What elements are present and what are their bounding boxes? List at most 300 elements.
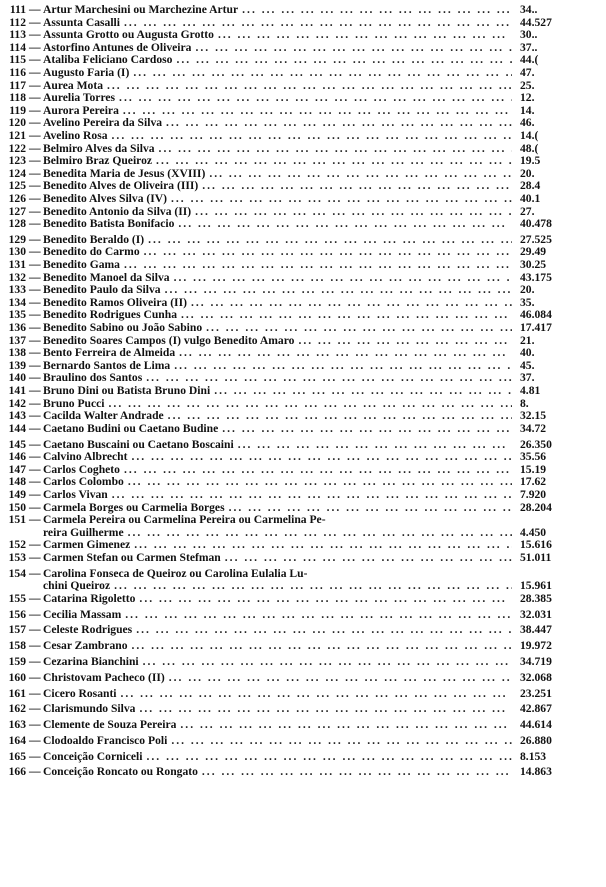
entry-number: 159 bbox=[8, 655, 26, 668]
entry-number: 117 bbox=[9, 78, 26, 92]
entry-dash: — bbox=[29, 333, 41, 347]
leader-dots bbox=[140, 246, 512, 259]
entry-value: 34.72 bbox=[520, 421, 547, 435]
leader-dots bbox=[119, 105, 512, 118]
entry-dash: — bbox=[29, 639, 41, 653]
entry-number: 114 bbox=[9, 40, 26, 54]
entry-value: 44.( bbox=[520, 53, 539, 67]
entry-number: 148 bbox=[8, 475, 26, 489]
list-item-continuation bbox=[0, 580, 606, 593]
leader-dots bbox=[115, 92, 512, 105]
entry-name-continuation: reira Guilherme bbox=[43, 526, 124, 539]
leader-dots bbox=[175, 347, 512, 360]
list-item bbox=[0, 180, 606, 193]
entry-name: Clemente de Souza Pereira bbox=[43, 719, 177, 732]
entry-number: 141 bbox=[8, 384, 26, 397]
entry-dash: — bbox=[29, 409, 41, 423]
list-item bbox=[0, 272, 606, 285]
list-item bbox=[0, 143, 606, 156]
entry-number: 153 bbox=[8, 550, 26, 564]
entry-name: Bruno Pucci bbox=[43, 397, 105, 410]
entry-name: Cesar Zambrano bbox=[43, 640, 128, 653]
entry-dash: — bbox=[29, 141, 41, 155]
entry-value: 28.385 bbox=[520, 591, 552, 605]
entry-dash: — bbox=[29, 702, 41, 716]
entry-value: 17.62 bbox=[520, 475, 547, 489]
entry-number: 128 bbox=[8, 217, 26, 231]
entry-value: 32.068 bbox=[520, 670, 552, 684]
list-item bbox=[0, 168, 606, 181]
leader-dots bbox=[120, 464, 512, 477]
entry-value: 43.175 bbox=[520, 270, 552, 284]
entry-name: Avelino Pereira da Silva bbox=[43, 117, 163, 130]
leader-dots bbox=[108, 130, 512, 143]
leader-dots bbox=[124, 476, 512, 489]
entry-value: 35. bbox=[520, 295, 535, 309]
leader-dots bbox=[110, 580, 512, 593]
list-item bbox=[0, 451, 606, 464]
leader-dots bbox=[161, 284, 512, 297]
entry-number: 145 bbox=[8, 437, 26, 451]
list-item-continuation bbox=[0, 527, 606, 540]
entry-dash: — bbox=[29, 500, 41, 514]
entry-number: 147 bbox=[8, 462, 26, 476]
entry-dash: — bbox=[29, 421, 41, 435]
entry-dash: — bbox=[29, 749, 41, 763]
entry-dash: — bbox=[29, 232, 41, 246]
entry-value: 35.56 bbox=[520, 450, 547, 464]
leader-dots bbox=[202, 322, 512, 335]
entry-number: 146 bbox=[8, 450, 26, 464]
leader-dots bbox=[198, 766, 512, 779]
entry-number: 161 bbox=[8, 686, 26, 700]
list-item bbox=[0, 29, 606, 42]
list-item bbox=[0, 67, 606, 80]
entry-name: Christovam Pacheco (II) bbox=[43, 671, 165, 684]
leader-dots bbox=[167, 735, 512, 748]
entry-dash: — bbox=[29, 65, 41, 79]
entry-name: Aurora Pereira bbox=[43, 104, 119, 117]
leader-dots bbox=[170, 360, 512, 373]
list-item bbox=[0, 385, 606, 398]
entry-number: 157 bbox=[8, 623, 26, 637]
entry-dash: — bbox=[29, 670, 41, 684]
leader-dots bbox=[210, 385, 512, 398]
list-item bbox=[0, 735, 606, 748]
list-item bbox=[0, 719, 606, 732]
entry-number: 129 bbox=[8, 232, 26, 246]
entry-dash: — bbox=[29, 154, 41, 168]
entry-name: Belmiro Braz Queiroz bbox=[43, 155, 153, 168]
leader-dots bbox=[139, 656, 512, 669]
entry-name: Augusto Faria (I) bbox=[43, 66, 130, 79]
leader-dots bbox=[132, 624, 512, 637]
entry-dash: — bbox=[29, 487, 41, 501]
entry-number: 158 bbox=[8, 639, 26, 653]
leader-dots bbox=[205, 168, 512, 181]
leader-dots bbox=[103, 80, 512, 93]
entry-number: 126 bbox=[8, 191, 26, 205]
entry-name: Bruno Dini ou Batista Bruno Dini bbox=[43, 385, 211, 397]
entry-dash: — bbox=[29, 566, 41, 580]
entry-name: Belmiro Alves da Silva bbox=[43, 142, 155, 155]
leader-dots bbox=[176, 719, 512, 732]
entry-name: Carlos Cogheto bbox=[43, 463, 120, 476]
entry-number: 122 bbox=[8, 141, 26, 155]
leader-dots bbox=[191, 42, 512, 55]
entry-value: 8.153 bbox=[520, 749, 547, 763]
entry-number: 119 bbox=[9, 103, 26, 117]
entry-value: 37.. bbox=[520, 40, 538, 54]
entry-value: 48.( bbox=[520, 141, 539, 155]
entry-name: Cecilia Massam bbox=[43, 608, 122, 621]
entry-number: 166 bbox=[8, 765, 26, 779]
entry-dash: — bbox=[29, 655, 41, 668]
entry-dash: — bbox=[29, 15, 41, 29]
leader-dots bbox=[128, 640, 513, 653]
entry-name: Bernardo Santos de Lima bbox=[43, 359, 171, 372]
entry-value: 7.920 bbox=[520, 487, 547, 501]
list-item bbox=[0, 372, 606, 385]
leader-dots bbox=[177, 309, 512, 322]
entry-value: 42.867 bbox=[520, 702, 552, 716]
list-item bbox=[0, 672, 606, 685]
leader-dots bbox=[164, 410, 512, 423]
entry-number: 150 bbox=[8, 500, 26, 514]
entry-dash: — bbox=[29, 179, 41, 193]
entry-dash: — bbox=[29, 191, 41, 205]
entry-number: 135 bbox=[8, 308, 26, 322]
entry-dash: — bbox=[29, 371, 41, 385]
leader-dots bbox=[120, 259, 512, 272]
entry-value: 32.031 bbox=[520, 607, 552, 621]
entry-value: 34.719 bbox=[520, 655, 552, 668]
entry-value: 51.011 bbox=[520, 550, 552, 564]
entry-value: 21. bbox=[520, 333, 535, 347]
list-item bbox=[0, 539, 606, 552]
list-item bbox=[0, 423, 606, 436]
entry-name: Benedito Sabino ou João Sabino bbox=[43, 322, 203, 335]
entry-dash: — bbox=[29, 550, 41, 564]
leader-dots bbox=[165, 672, 512, 685]
list-item bbox=[0, 193, 606, 206]
entry-name-continuation: chini Queiroz bbox=[43, 580, 111, 593]
entry-name: Benedito do Carmo bbox=[43, 246, 140, 259]
list-item bbox=[0, 54, 606, 67]
list-item bbox=[0, 80, 606, 93]
entry-dash: — bbox=[29, 270, 41, 284]
entry-name: Benedito Paulo da Silva bbox=[43, 284, 161, 297]
entry-name: Carlos Vivan bbox=[43, 488, 108, 501]
entry-number: 115 bbox=[9, 53, 26, 67]
entry-name: Clodoaldo Francisco Poli bbox=[43, 734, 168, 747]
list-item bbox=[0, 4, 606, 17]
list-item bbox=[0, 464, 606, 477]
entry-dash: — bbox=[29, 765, 41, 779]
entry-dash: — bbox=[29, 91, 41, 105]
entry-dash: — bbox=[29, 591, 41, 605]
leader-dots bbox=[234, 439, 512, 452]
entry-name: Artur Marchesini ou Marchezine Artur bbox=[43, 4, 239, 16]
list-item bbox=[0, 703, 606, 716]
list-item bbox=[0, 609, 606, 622]
entry-number: 162 bbox=[8, 702, 26, 716]
entry-number: 124 bbox=[8, 166, 26, 180]
entry-dash: — bbox=[29, 450, 41, 464]
entry-dash: — bbox=[29, 128, 41, 142]
entry-dash: — bbox=[29, 40, 41, 54]
entry-number: 130 bbox=[8, 245, 26, 259]
entry-value: 28.204 bbox=[520, 500, 552, 514]
entry-value: 23.251 bbox=[520, 686, 552, 700]
entry-number: 149 bbox=[8, 487, 26, 501]
entry-name: Benedito Gama bbox=[43, 259, 120, 272]
entry-number: 136 bbox=[8, 321, 26, 335]
leader-dots bbox=[121, 609, 512, 622]
entry-name: Carmela Borges ou Carmelia Borges bbox=[43, 501, 225, 514]
leader-dots bbox=[191, 206, 512, 219]
entry-number: 112 bbox=[9, 15, 26, 29]
entry-number: 165 bbox=[8, 749, 26, 763]
entry-name: Benedito Ramos Oliveira (II) bbox=[43, 296, 187, 309]
entry-dash: — bbox=[29, 384, 41, 397]
list-item bbox=[0, 347, 606, 360]
list-item bbox=[0, 17, 606, 30]
leader-dots bbox=[152, 155, 512, 168]
entry-name: Benedito Beraldo (I) bbox=[43, 233, 145, 246]
entry-number: 123 bbox=[8, 154, 26, 168]
entry-number: 156 bbox=[8, 607, 26, 621]
entry-number: 144 bbox=[8, 421, 26, 435]
list-item bbox=[0, 246, 606, 259]
entry-value: 30.25 bbox=[520, 258, 547, 272]
entry-number: 163 bbox=[8, 718, 26, 732]
entry-name: Astorfino Antunes de Oliveira bbox=[43, 41, 192, 54]
entry-name: Benedito Soares Campos (I) vulgo Benedito Amaro bbox=[43, 334, 295, 347]
leader-dots bbox=[170, 272, 512, 285]
entry-number: 125 bbox=[8, 179, 26, 193]
entry-dash: — bbox=[29, 718, 41, 732]
entry-value: 38.447 bbox=[520, 623, 552, 637]
leader-dots bbox=[162, 117, 512, 130]
leader-dots bbox=[130, 539, 512, 552]
entry-value: 20. bbox=[520, 166, 535, 180]
list-item bbox=[0, 234, 606, 247]
entry-value: 28.4 bbox=[520, 179, 541, 193]
entry-number: 121 bbox=[8, 128, 26, 142]
list-item bbox=[0, 624, 606, 637]
entry-number: 142 bbox=[8, 396, 26, 410]
leader-dots bbox=[120, 17, 512, 30]
entry-value: 40.1 bbox=[520, 191, 541, 205]
entry-value: 45. bbox=[520, 358, 535, 372]
entry-dash: — bbox=[29, 53, 41, 67]
entry-value: 19.972 bbox=[520, 639, 552, 653]
leader-dots bbox=[221, 552, 512, 565]
leader-dots bbox=[172, 54, 512, 67]
entry-number: 133 bbox=[8, 283, 26, 297]
entry-number: 118 bbox=[9, 91, 26, 105]
leader-dots bbox=[135, 593, 512, 606]
entry-number: 113 bbox=[9, 28, 26, 42]
leader-dots bbox=[155, 143, 512, 156]
entry-number: 120 bbox=[8, 116, 26, 130]
entry-value: 8. bbox=[520, 396, 529, 410]
leader-dots bbox=[105, 398, 512, 411]
entry-name: Carolina Fonseca de Queiroz ou Carolina Eulalia Lu- bbox=[43, 567, 308, 580]
entry-name: Cezarina Bianchini bbox=[43, 656, 139, 668]
entry-value: 44.614 bbox=[520, 718, 552, 732]
entry-name: Braulino dos Santos bbox=[43, 372, 143, 385]
entry-value: 47. bbox=[520, 65, 535, 79]
entry-number: 139 bbox=[8, 358, 26, 372]
entry-number: 116 bbox=[9, 65, 26, 79]
entry-value: 25. bbox=[520, 78, 535, 92]
list-item bbox=[0, 92, 606, 105]
entry-value: 14.( bbox=[520, 128, 539, 142]
list-item bbox=[0, 476, 606, 489]
entry-dash: — bbox=[29, 733, 41, 747]
leader-dots bbox=[135, 703, 512, 716]
list-item bbox=[0, 640, 606, 653]
entry-dash: — bbox=[29, 283, 41, 297]
entry-dash: — bbox=[29, 308, 41, 322]
entry-number: 132 bbox=[8, 270, 26, 284]
entry-number: 164 bbox=[8, 733, 26, 747]
entry-number: 131 bbox=[8, 258, 26, 272]
leader-dots bbox=[218, 423, 512, 436]
entry-name: Carmen Gimenez bbox=[43, 539, 131, 552]
entry-dash: — bbox=[29, 245, 41, 259]
entry-number: 134 bbox=[8, 295, 26, 309]
entry-value: 34.. bbox=[520, 3, 538, 16]
entry-name: Assunta Casalli bbox=[43, 16, 120, 29]
entry-dash: — bbox=[29, 623, 41, 637]
list-item bbox=[0, 410, 606, 423]
entry-dash: — bbox=[29, 78, 41, 92]
entry-value: 27. bbox=[520, 204, 535, 218]
list-item bbox=[0, 688, 606, 701]
leader-dots bbox=[167, 193, 512, 206]
entry-dash: — bbox=[29, 346, 41, 360]
entry-number: 151 bbox=[8, 513, 26, 527]
list-item bbox=[0, 155, 606, 168]
entry-value: 46.084 bbox=[520, 308, 552, 322]
leader-dots bbox=[294, 335, 512, 348]
list-item bbox=[0, 751, 606, 764]
entry-number: 140 bbox=[8, 371, 26, 385]
list-item bbox=[0, 656, 606, 669]
list-item bbox=[0, 514, 606, 527]
entry-value: 17.417 bbox=[520, 321, 552, 335]
entry-dash: — bbox=[29, 28, 41, 42]
entry-name: Conceição Corniceli bbox=[43, 750, 143, 763]
entry-name: Benedito Alves de Oliveira (III) bbox=[43, 180, 199, 193]
entry-value: 20. bbox=[520, 283, 535, 297]
entry-dash: — bbox=[29, 3, 41, 16]
leader-dots bbox=[129, 67, 512, 80]
leader-dots bbox=[124, 527, 512, 540]
entry-name: Benedita Maria de Jesus (XVIII) bbox=[43, 167, 206, 180]
list-item bbox=[0, 206, 606, 219]
entry-number: 154 bbox=[8, 566, 26, 580]
entry-dash: — bbox=[29, 686, 41, 700]
entry-value: 32.15 bbox=[520, 409, 547, 423]
entry-number: 160 bbox=[8, 670, 26, 684]
entry-name: Benedito Manoel da Silva bbox=[43, 271, 170, 284]
entry-value: 30.. bbox=[520, 28, 538, 42]
entry-name: Aurea Mota bbox=[43, 79, 103, 92]
list-item bbox=[0, 398, 606, 411]
entry-dash: — bbox=[29, 258, 41, 272]
list-item bbox=[0, 439, 606, 452]
entry-value: 4.450 bbox=[520, 525, 547, 539]
entry-dash: — bbox=[29, 396, 41, 410]
list-item bbox=[0, 489, 606, 502]
entry-name: Carlos Colombo bbox=[43, 476, 124, 489]
entry-number: 155 bbox=[8, 591, 26, 605]
entry-dash: — bbox=[29, 607, 41, 621]
leader-dots bbox=[142, 372, 512, 385]
entry-dash: — bbox=[29, 475, 41, 489]
entry-dash: — bbox=[29, 166, 41, 180]
entry-dash: — bbox=[29, 437, 41, 451]
entry-name: Benedito Batista Bonifacio bbox=[43, 218, 175, 231]
entry-dash: — bbox=[29, 538, 41, 552]
leader-dots bbox=[238, 4, 512, 17]
leader-dots bbox=[225, 502, 512, 515]
entry-dash: — bbox=[29, 358, 41, 372]
leader-dots bbox=[143, 751, 513, 764]
list-item bbox=[0, 297, 606, 310]
entry-value: 15.616 bbox=[520, 538, 552, 552]
entry-dash: — bbox=[29, 462, 41, 476]
entry-number: 111 bbox=[9, 3, 26, 16]
entry-name: Assunta Grotto ou Augusta Grotto bbox=[43, 29, 214, 42]
entry-value: 37. bbox=[520, 371, 535, 385]
list-item bbox=[0, 42, 606, 55]
leader-dots bbox=[187, 297, 512, 310]
entry-dash: — bbox=[29, 204, 41, 218]
entry-dash: — bbox=[29, 116, 41, 130]
entry-name: Benedito Alves Silva (IV) bbox=[43, 192, 167, 205]
entry-dash: — bbox=[29, 103, 41, 117]
entry-value: 26.880 bbox=[520, 733, 552, 747]
entry-value: 4.81 bbox=[520, 384, 541, 397]
entry-name: Aurelia Torres bbox=[43, 92, 116, 105]
entry-name: Cicero Rosanti bbox=[43, 687, 117, 700]
list-item bbox=[0, 284, 606, 297]
entry-name: Caetano Buscaini ou Caetano Boscaini bbox=[43, 438, 234, 451]
list-item bbox=[0, 552, 606, 565]
entry-name: Avelino Rosa bbox=[43, 129, 108, 142]
entry-number: 127 bbox=[8, 204, 26, 218]
entry-name: Carmela Pereira ou Carmelina Pereira ou Carmelina Pe- bbox=[43, 514, 326, 527]
entry-value: 15.961 bbox=[520, 579, 552, 593]
list-item bbox=[0, 593, 606, 606]
leader-dots bbox=[108, 489, 512, 502]
list-item bbox=[0, 130, 606, 143]
entry-name: Benedito Antonio da Silva (II) bbox=[43, 205, 192, 218]
list-item bbox=[0, 309, 606, 322]
leader-dots bbox=[174, 218, 512, 231]
entry-dash: — bbox=[29, 295, 41, 309]
entry-number: 138 bbox=[8, 346, 26, 360]
list-item bbox=[0, 322, 606, 335]
entry-name: Bento Ferreira de Almeida bbox=[43, 347, 176, 360]
entry-name: Benedito Rodrigues Cunha bbox=[43, 309, 177, 322]
entry-value: 14. bbox=[520, 103, 535, 117]
